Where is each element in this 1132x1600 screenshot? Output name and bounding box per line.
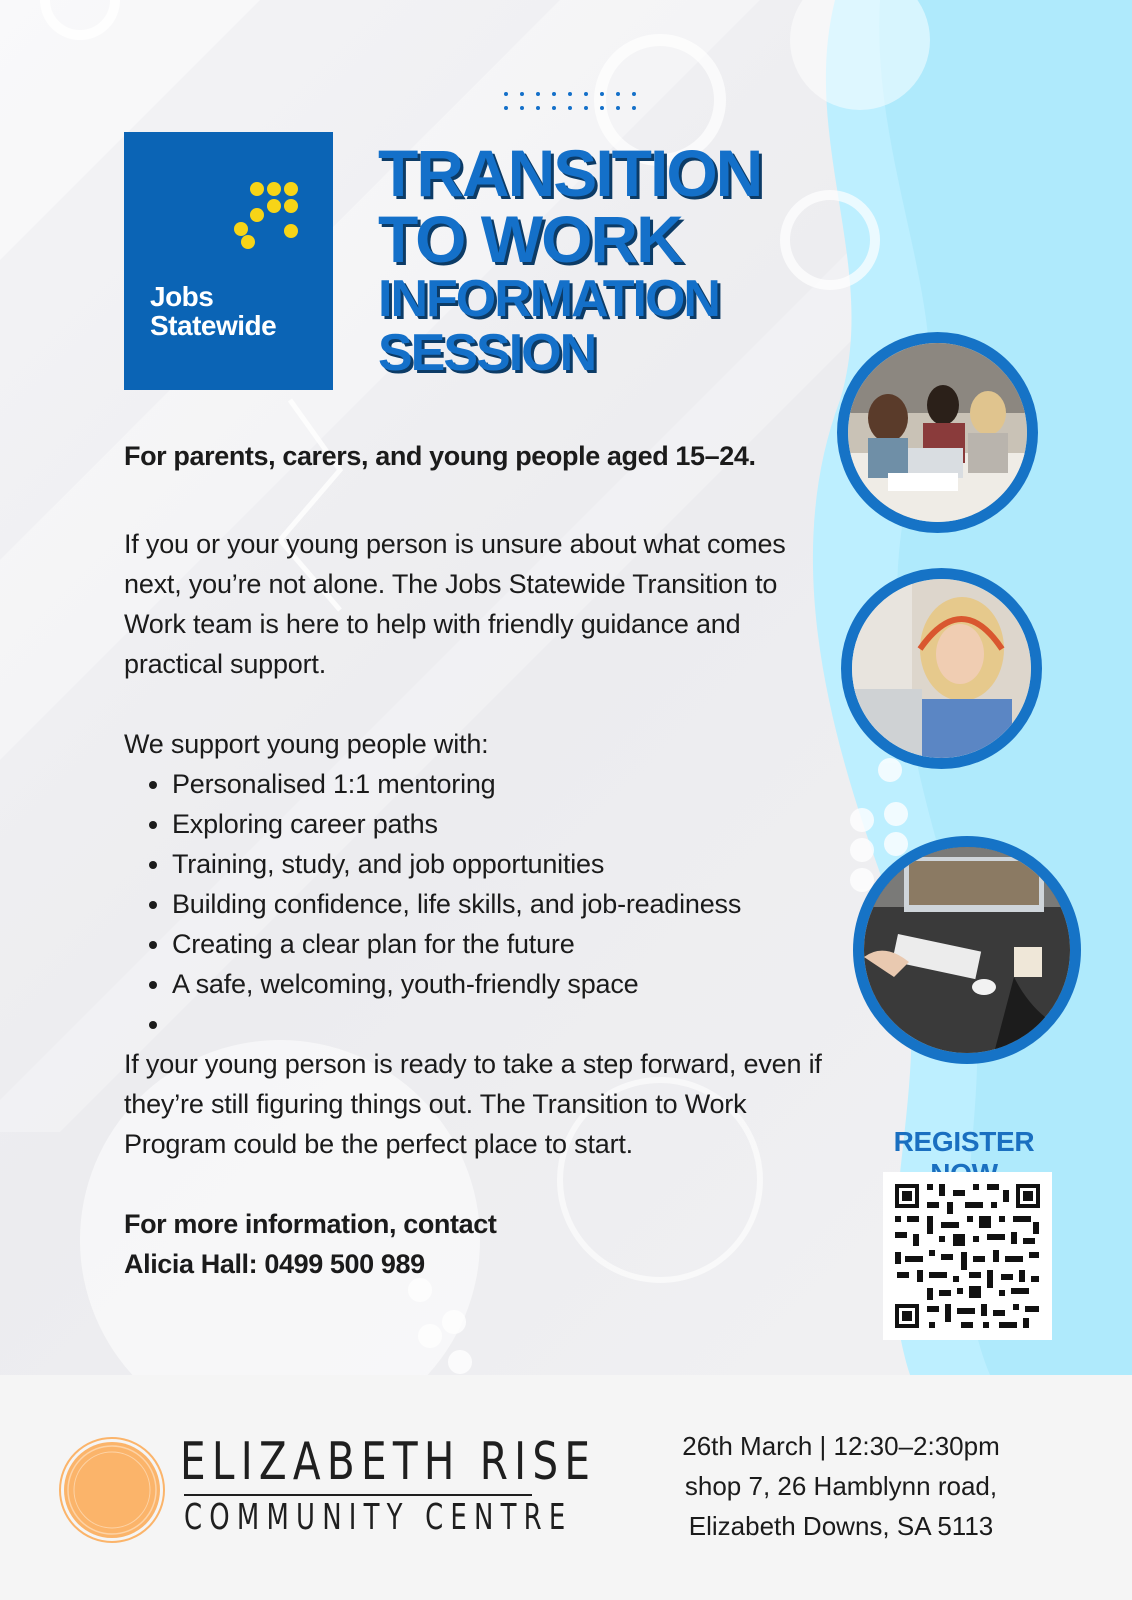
event-date: 26th March | 12:30–2:30pm (682, 1431, 1000, 1461)
closing-paragraph: If your young person is ready to take a step forward, even if they’re still figuring things out. The Transition to Work Program could be the perfect place to start. (124, 1049, 822, 1159)
jobs-statewide-logo (124, 132, 333, 390)
list-item: • Creating a clear plan for the future (172, 924, 741, 964)
logo-text-line2: Statewide (150, 310, 277, 341)
title-line-2: TO WORK (378, 202, 682, 276)
support-lead: We support young people with: (124, 729, 489, 759)
event-address-line-1: shop 7, 26 Hamblynn road, (684, 1471, 998, 1501)
list-item: • Training, study, and job opportunities (172, 844, 741, 884)
qr-code[interactable] (883, 1172, 1052, 1340)
dot-pattern (500, 88, 650, 114)
list-item: • A safe, welcoming, youth-friendly space (172, 964, 741, 1004)
contact-line-2: Alicia Hall: 0499 500 989 (124, 1249, 425, 1279)
org-subtitle: COMMUNITY CENTRE (184, 1497, 573, 1538)
woman-headphones-image (852, 579, 1032, 759)
list-item-empty (172, 1004, 741, 1044)
register-now-label: REGISTER (893, 1126, 1035, 1157)
event-details (646, 1426, 1036, 1546)
list-item: • Personalised 1:1 mentoring (172, 764, 741, 804)
intro-paragraph: If you or your young person is unsure about what comes next, you’re not alone. The Jobs Statewide Transition to Work team is here to help with friendly guidance and practical support. (124, 529, 786, 679)
yellow-dots-icon (124, 132, 333, 390)
woman-headphones-photo (841, 568, 1042, 769)
qr-code-icon (883, 1172, 1052, 1340)
list-item: • Building confidence, life skills, and job-readiness (172, 884, 741, 924)
support-list (124, 764, 741, 1044)
desk-computer-image (864, 847, 1070, 1053)
students-laptop-photo (837, 332, 1038, 533)
list-item: • Exploring career paths (172, 804, 741, 844)
contact-line-1: For more information, contact (124, 1209, 497, 1239)
event-address-line-2: Elizabeth Downs, SA 5113 (688, 1511, 994, 1541)
logo-text (150, 282, 276, 340)
desk-computer-photo (853, 836, 1081, 1064)
audience-text: For parents, carers, and young people aged 15–24. (124, 441, 756, 471)
title-line-3: INFORMATION (378, 270, 719, 328)
students-laptop-image (848, 343, 1028, 523)
org-divider (184, 1494, 532, 1496)
sun-logo-icon (58, 1436, 166, 1544)
org-name: ELIZABETH RISE (180, 1432, 597, 1492)
page-title (378, 136, 762, 382)
title-line-1: TRANSITION (378, 136, 762, 210)
contact-info (124, 1204, 496, 1284)
title-line-4: SESSION (378, 324, 596, 382)
logo-text-line1: Jobs (150, 281, 214, 312)
